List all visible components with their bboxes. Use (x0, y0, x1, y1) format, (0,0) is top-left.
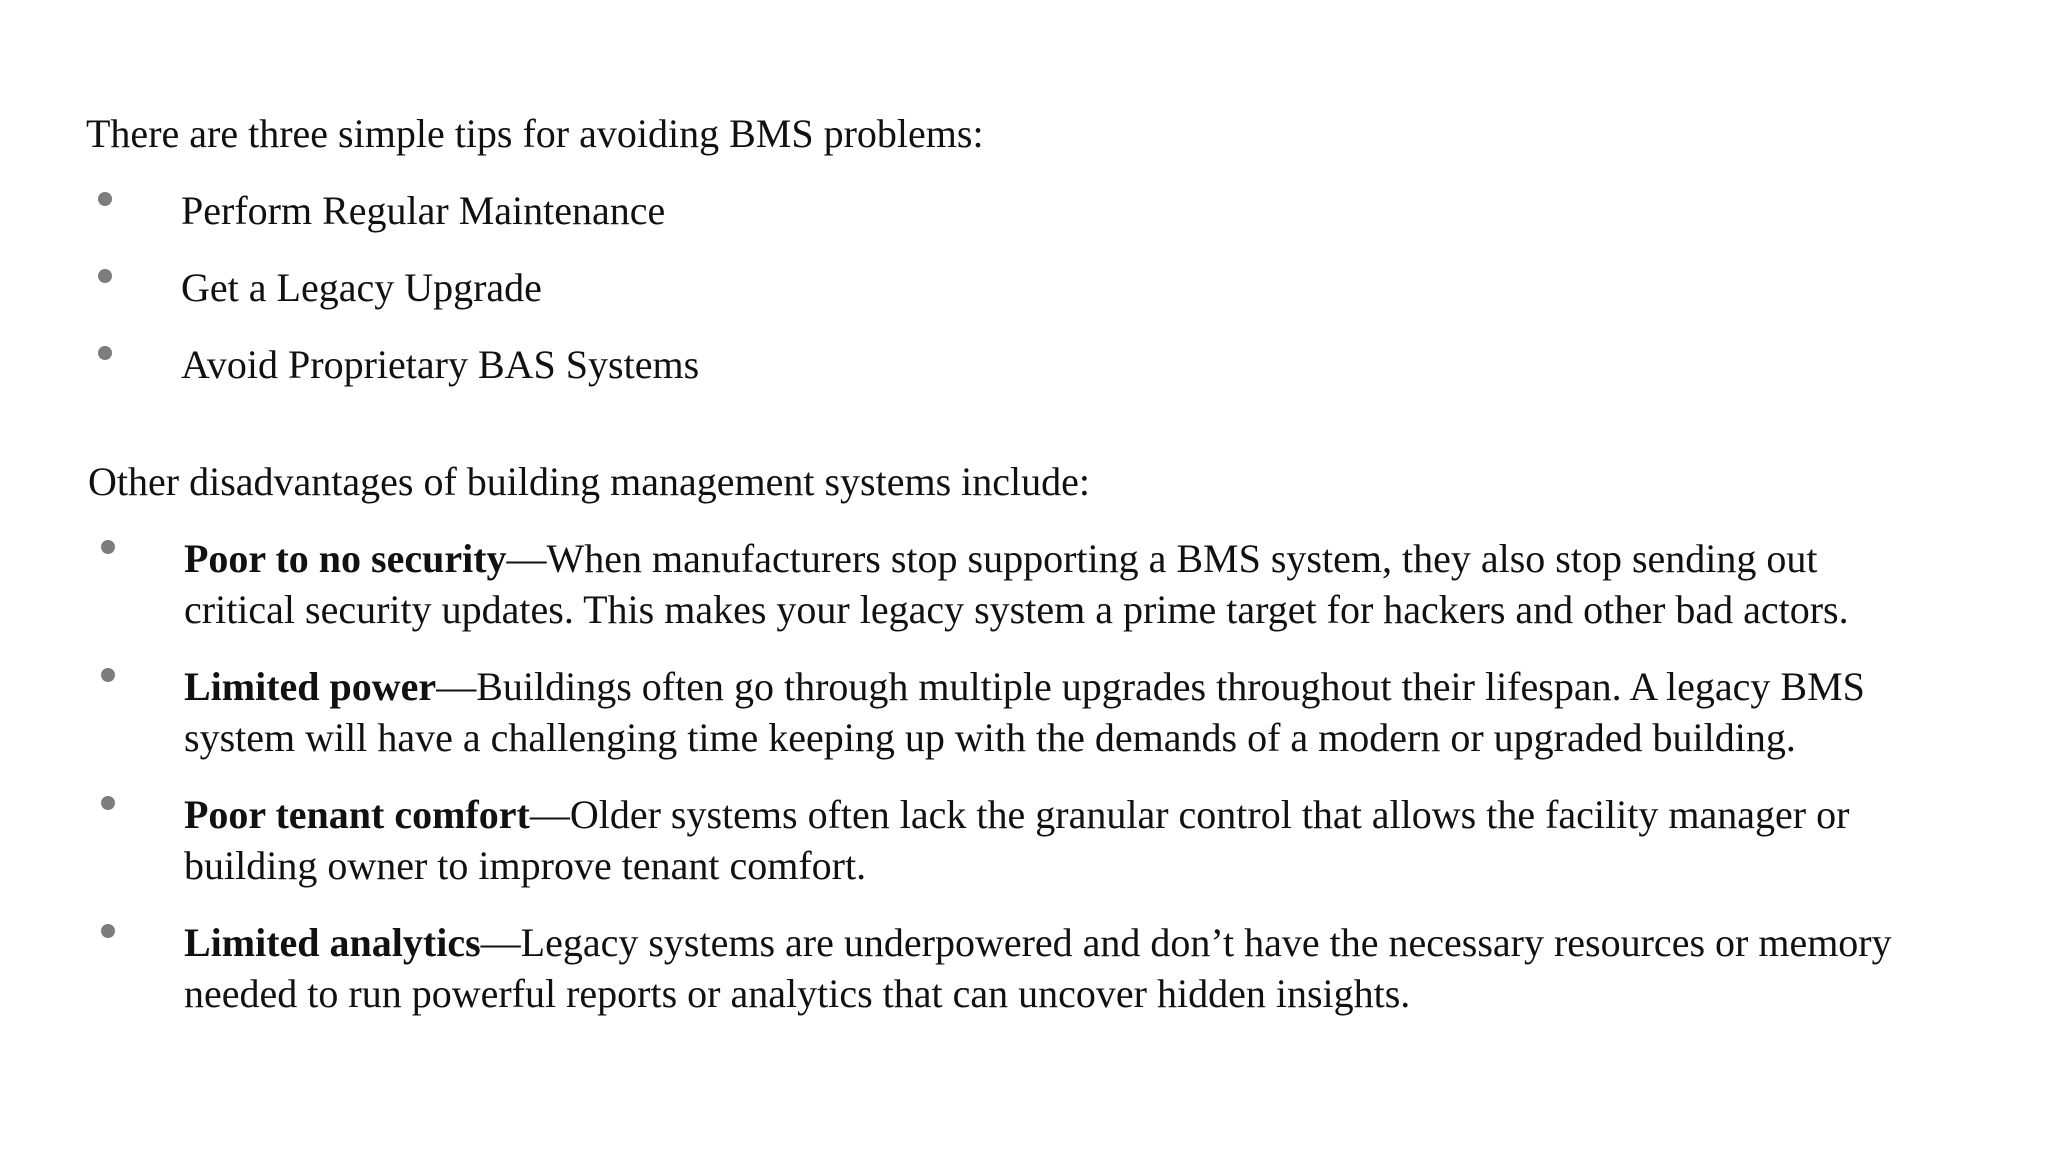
disadvantage-body (184, 789, 2014, 891)
bullet-dot-icon (101, 924, 115, 938)
disadvantage-line-2: critical security updates. This makes your legacy system a prime target for hackers and other bad actors. (184, 587, 1849, 632)
bullet-dot-icon (98, 346, 112, 360)
disadvantage-body (184, 533, 2014, 635)
disadvantage-term: Poor tenant comfort (184, 792, 530, 837)
bullet-dot-icon (98, 192, 112, 206)
disadvantage-line-2: building owner to improve tenant comfort. (184, 843, 867, 888)
tips-intro-text: There are three simple tips for avoiding BMS problems: (86, 111, 984, 156)
tip-text: Get a Legacy Upgrade (181, 265, 542, 310)
bullet-dot-icon (101, 668, 115, 682)
disadvantage-item (0, 917, 2048, 1019)
disadvantage-term: Limited power (184, 664, 437, 709)
disadvantage-body (184, 917, 2014, 1019)
disadvantage-item (0, 789, 2048, 891)
disadvantage-item (0, 533, 2048, 635)
disadvantage-body (184, 661, 2014, 763)
bullet-dot-icon (101, 796, 115, 810)
disadvantages-intro-text: Other disadvantages of building management systems include: (88, 459, 1090, 504)
disadvantage-line-1 (184, 917, 2014, 968)
disadvantage-description: —Legacy systems are underpowered and don’t have the necessary resources or memory (480, 920, 1892, 965)
disadvantage-term: Limited analytics (184, 920, 481, 965)
disadvantage-term: Poor to no security (184, 536, 507, 581)
disadvantage-line-2: needed to run powerful reports or analytics that can uncover hidden insights. (184, 971, 1411, 1016)
disadvantage-line-1 (184, 533, 2014, 584)
disadvantage-line-1 (184, 661, 2014, 712)
tip-text: Avoid Proprietary BAS Systems (181, 342, 700, 387)
disadvantage-description: —Buildings often go through multiple upgrades throughout their lifespan. A legacy BMS (436, 664, 1865, 709)
disadvantage-description: —Older systems often lack the granular control that allows the facility manager or (529, 792, 1850, 837)
disadvantage-line-1 (184, 789, 2014, 840)
disadvantages-list (0, 533, 2048, 1045)
disadvantage-item (0, 661, 2048, 763)
tip-text: Perform Regular Maintenance (181, 188, 666, 233)
disadvantage-description: —When manufacturers stop supporting a BMS system, they also stop sending out (506, 536, 1818, 581)
bullet-dot-icon (98, 269, 112, 283)
disadvantage-line-2: system will have a challenging time keeping up with the demands of a modern or upgraded building. (184, 715, 1796, 760)
bullet-dot-icon (101, 540, 115, 554)
